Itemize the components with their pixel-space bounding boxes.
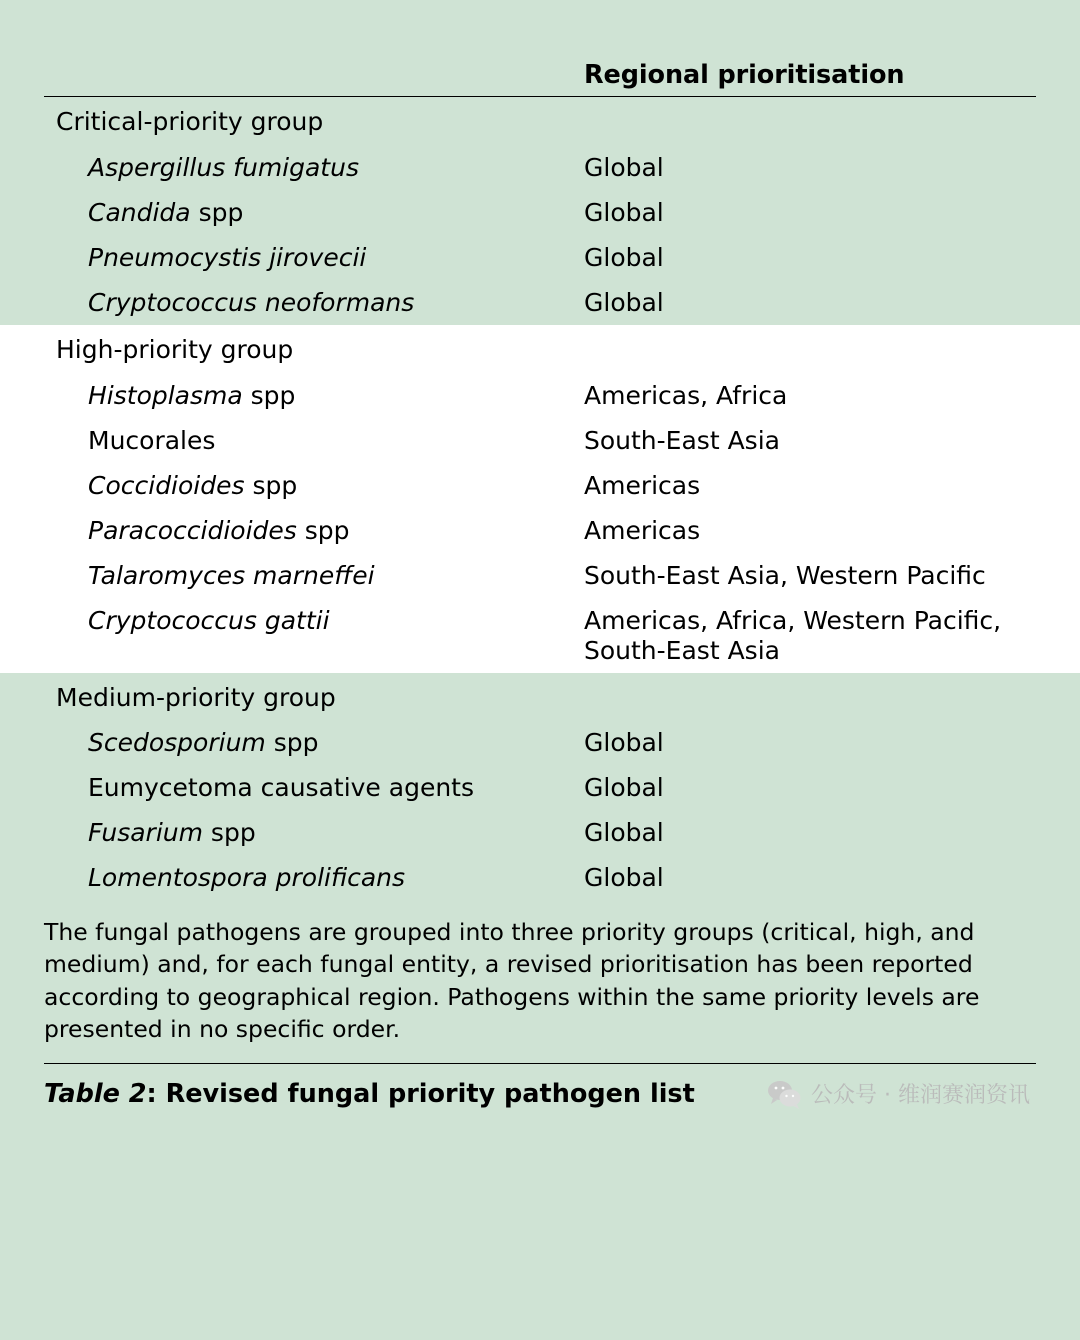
region-value: Global	[584, 728, 664, 758]
table-row	[44, 145, 1036, 190]
pathogen-genus-species: Candida	[88, 197, 191, 227]
region-value: Global	[584, 287, 664, 317]
pathogen-genus-species: Cryptococcus neoformans	[88, 287, 415, 317]
watermark-text: 公众号 · 维润赛润资讯	[811, 1083, 1030, 1108]
caption-number: Table 2	[44, 1078, 147, 1109]
pathogen-qualifier: spp	[190, 197, 244, 227]
group-title: Critical-priority group	[56, 107, 324, 136]
pathogen-name	[44, 773, 584, 803]
table-header-col2: Regional prioritisation	[584, 60, 905, 90]
table-row	[44, 598, 1036, 673]
pathogen-qualifier: spp	[265, 728, 319, 758]
table-row	[44, 553, 1036, 598]
region-value: Global	[584, 818, 664, 848]
region-value: Americas, Africa	[584, 380, 788, 410]
pathogen-name	[44, 153, 584, 183]
pathogen-qualifier: spp	[244, 470, 298, 500]
region-value: Americas	[584, 515, 701, 545]
region-value: Americas	[584, 470, 701, 500]
table-footnote: The fungal pathogens are grouped into three priority groups (critical, high, and medium) and, for each fungal entity, a revised prioritisation has been reported according to geographical region. Pathogens within the same priority levels are presented in no specific order.	[44, 918, 980, 1043]
pathogen-name	[44, 288, 584, 318]
pathogen-genus-species: Coccidioides	[88, 470, 245, 500]
group-title: Medium-priority group	[56, 682, 336, 712]
region-value: Global	[584, 773, 664, 803]
pathogen-name	[44, 863, 584, 893]
pathogen-genus-species: Aspergillus fumigatus	[88, 152, 359, 182]
pathogen-name	[44, 243, 584, 273]
pathogen-genus-species: Histoplasma	[88, 380, 243, 410]
table-row	[44, 508, 1036, 553]
group-high-priority	[0, 325, 1080, 673]
region-value: Americas, Africa, Western Pacific, South-East Asia	[584, 605, 1002, 665]
table-row	[44, 463, 1036, 508]
table-row	[44, 810, 1036, 855]
group-title: High-priority group	[56, 334, 294, 364]
watermark	[767, 1078, 1036, 1109]
pathogen-qualifier: spp	[242, 380, 296, 410]
table-row	[44, 855, 1036, 900]
table-row	[44, 720, 1036, 765]
pathogen-genus-species: Lomentospora prolificans	[88, 863, 406, 893]
pathogen-name	[44, 561, 584, 591]
group-medium-priority	[44, 673, 1036, 901]
pathogen-name	[44, 198, 584, 228]
table-row	[44, 418, 1036, 463]
table-caption	[44, 1079, 695, 1109]
table-row	[44, 235, 1036, 280]
region-value: Global	[584, 197, 664, 227]
region-value: South-East Asia, Western Pacific	[584, 560, 986, 590]
caption-text: Revised fungal priority pathogen list	[165, 1078, 695, 1109]
table-row	[44, 190, 1036, 235]
pathogen-qualifier: Mucorales	[88, 425, 216, 455]
pathogen-name	[44, 606, 584, 636]
pathogen-genus-species: Paracoccidioides	[88, 515, 297, 545]
region-value: Global	[584, 152, 664, 182]
caption-row	[44, 1064, 1036, 1109]
table-row	[44, 765, 1036, 810]
group-critical-priority	[44, 97, 1036, 325]
pathogen-genus-species: Cryptococcus gattii	[88, 605, 330, 635]
pathogen-qualifier: Eumycetoma causative agents	[88, 773, 474, 803]
pathogen-name	[44, 471, 584, 501]
pathogen-genus-species: Talaromyces marneffei	[88, 560, 375, 590]
region-value: Global	[584, 242, 664, 272]
pathogen-name	[44, 516, 584, 546]
table-row	[44, 373, 1036, 418]
pathogen-genus-species: Scedosporium	[88, 728, 266, 758]
pathogen-qualifier: spp	[296, 515, 350, 545]
pathogen-name	[44, 728, 584, 758]
region-value: South-East Asia	[584, 425, 780, 455]
table-header-row	[44, 28, 1036, 94]
pathogen-qualifier: spp	[202, 818, 256, 848]
pathogen-name	[44, 426, 584, 456]
pathogen-genus-species: Pneumocystis jirovecii	[88, 242, 367, 272]
pathogen-name	[44, 818, 584, 848]
pathogen-name	[44, 381, 584, 411]
table-row	[44, 280, 1036, 325]
pathogen-genus-species: Fusarium	[88, 818, 203, 848]
caption-separator: :	[146, 1078, 166, 1109]
region-value: Global	[584, 863, 664, 893]
wechat-icon	[767, 1079, 801, 1109]
